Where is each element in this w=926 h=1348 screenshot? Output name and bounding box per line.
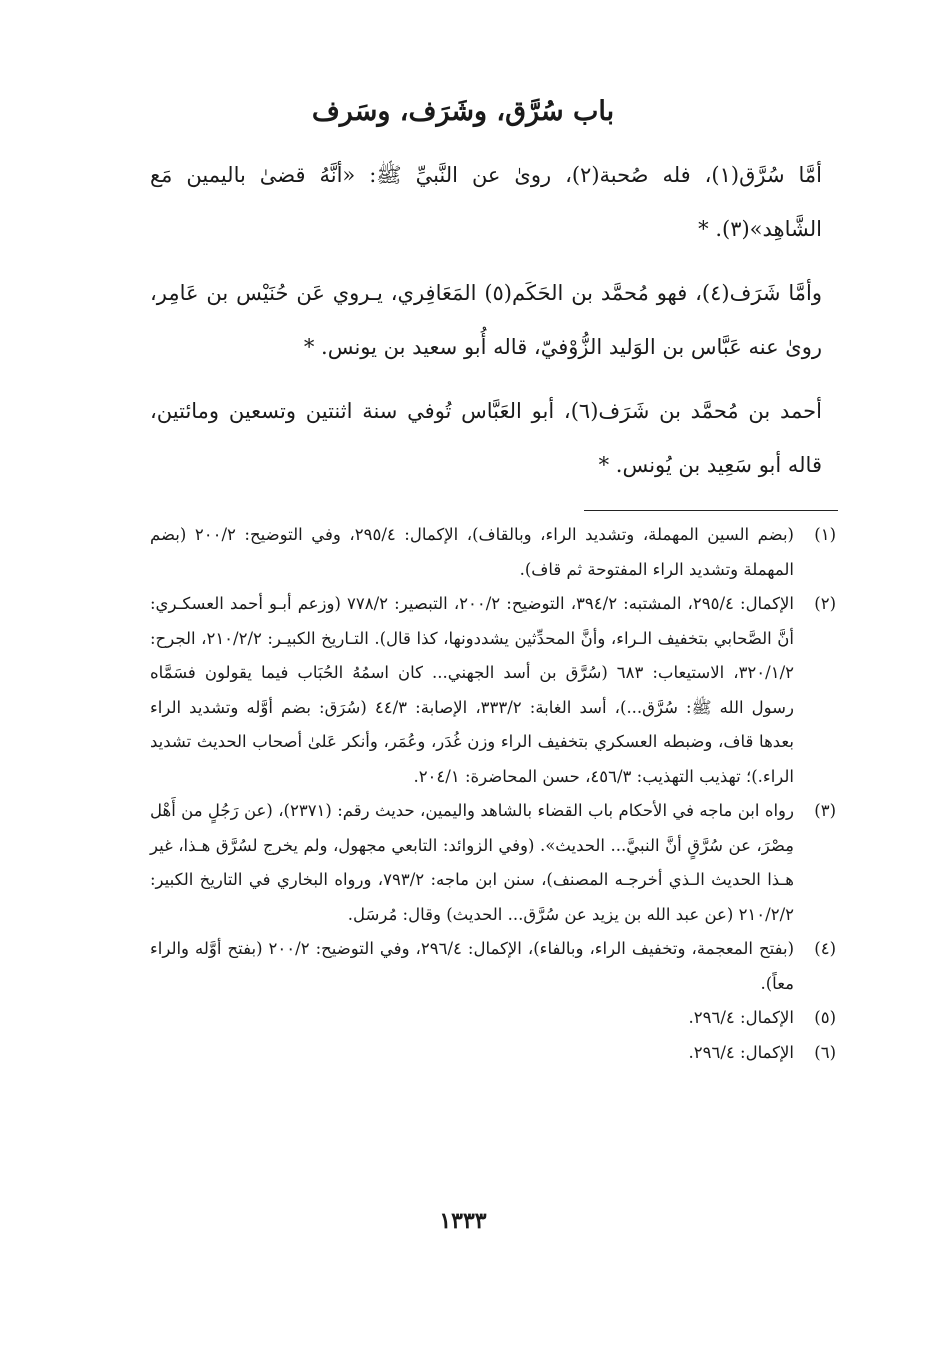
footnote-number: (١) bbox=[814, 525, 836, 544]
footnotes bbox=[150, 518, 836, 1070]
footnote-number: (٥) bbox=[814, 1008, 836, 1027]
paragraph-surraq: أمَّا سُرَّق(١)، فله صُحبة(٢)، روىٰ عن النَّبيِّ ﷺ: «أنَّهُ قضىٰ باليمين مَع الشَّاهِد»(٣). * bbox=[150, 163, 823, 241]
footnote-3 bbox=[150, 794, 836, 932]
paragraph-sharaf: وأمَّا شَرَف(٤)، فهو مُحمَّد بن الحَكَم(٥) المَعَافِري، يـروي عَن حُنَيْس بن عَامِر، روىٰ عنه عَبَّاس بن الوَليد الزُّوْفيّ، قاله أُبو سعيد بن يونس. * bbox=[150, 281, 822, 359]
footnote-divider bbox=[584, 510, 838, 511]
footnote-text: الإكمال: ٢٩٦/٤. bbox=[688, 1008, 794, 1027]
footnote-2 bbox=[150, 587, 836, 794]
footnote-number: (٤) bbox=[814, 939, 836, 958]
paragraph-ahmad: أحمد بن مُحمَّد بن شَرَف(٦)، أبو العَبَّاس تُوفي سنة اثنتين وتسعين ومائتين، قاله أبو سَعِيد بن يُونس. * bbox=[150, 399, 822, 477]
footnote-number: (٣) bbox=[814, 801, 836, 820]
main-text bbox=[150, 148, 822, 492]
page-number: ١٣٣٣ bbox=[439, 1208, 487, 1234]
footnote-6 bbox=[150, 1036, 836, 1071]
footnote-5 bbox=[150, 1001, 836, 1036]
footnote-1 bbox=[150, 518, 836, 587]
footnote-text: (بضم السين المهملة، وتشديد الراء، وبالقاف)، الإكمال: ٢٩٥/٤، وفي التوضيح: ٢٠٠/٢ (بضم المهملة وتشديد الراء المفتوحة ثم قاف). bbox=[150, 525, 794, 579]
footnote-text: الإكمال: ٢٩٦/٤. bbox=[688, 1042, 794, 1062]
footnote-text: (بفتح المعجمة، وتخفيف الراء، وبالفاء)، الإكمال: ٢٩٦/٤، وفي التوضيح: ٢٠٠/٢ (بفتح أوَّله والراء معاً). bbox=[150, 939, 795, 993]
footnote-text: رواه ابن ماجه في الأحكام باب القضاء بالشاهد واليمين، حديث رقم: (٢٣٧١)، (عن رَجُلٍ من أَهْل مِصْرَ، عن سُرَّقٍ أنَّ النبيَّ... الحديث». (وفي الزوائد: التابعي مجهول، ولم يخرج لسُرَّق هـذا، غير هـذا الحديث الـذي أخرجـه المصنف)، سنن ابن ماجه: ٧٩٣/٢، ورواه البخاري في التاريخ الكبير: ٢١٠/٢/٢ (عن عبد الله بن يزيد عن سُرَّق... الحديث) وقال: مُرسَل. bbox=[150, 801, 794, 924]
footnote-text: الإكمال: ٢٩٥/٤، المشتبه: ٣٩٤/٢، التوضيح: ٢٠٠/٢، التبصير: ٧٧٨/٢ (وزعم أبـو أحمد العسكـري: أنَّ الصَّحابي بتخفيف الـراء، وأنَّ المحدِّثين يشددونها، كذا قال). التـاريخ الكبيـر: ٢١٠/٢/٢، الجرح: ٣٢٠/١/٢، الاستيعاب: ٦٨٣ (سُرَّق بن أسد الجهني... كان اسمُهُ الحُبَاب فيما يقولون فسَمَّاه رسول الله ﷺ: سُرَّق...)، أسد الغابة: ٣٣٣/٢، الإصابة: ٤٤/٣ (سُرَق: بضم أوَّله وتشديد الراء بعدها قاف، وضبطه العسكري بتخفيف الراء وزن غُدَر، وعُمَر، وأنكر عَلىٰ أصحاب الحديث تشديد الراء.)؛ تهذيب التهذيب: ٤٥٦/٣، حسن المحاضرة: ٢٠٤/١. bbox=[150, 594, 794, 786]
chapter-title: باب سُرَّق، وشَرَف، وسَرف bbox=[311, 96, 615, 127]
footnote-number: (٦) bbox=[814, 1042, 836, 1062]
footnote-4 bbox=[150, 932, 836, 1001]
footnote-number: (٢) bbox=[814, 594, 836, 613]
